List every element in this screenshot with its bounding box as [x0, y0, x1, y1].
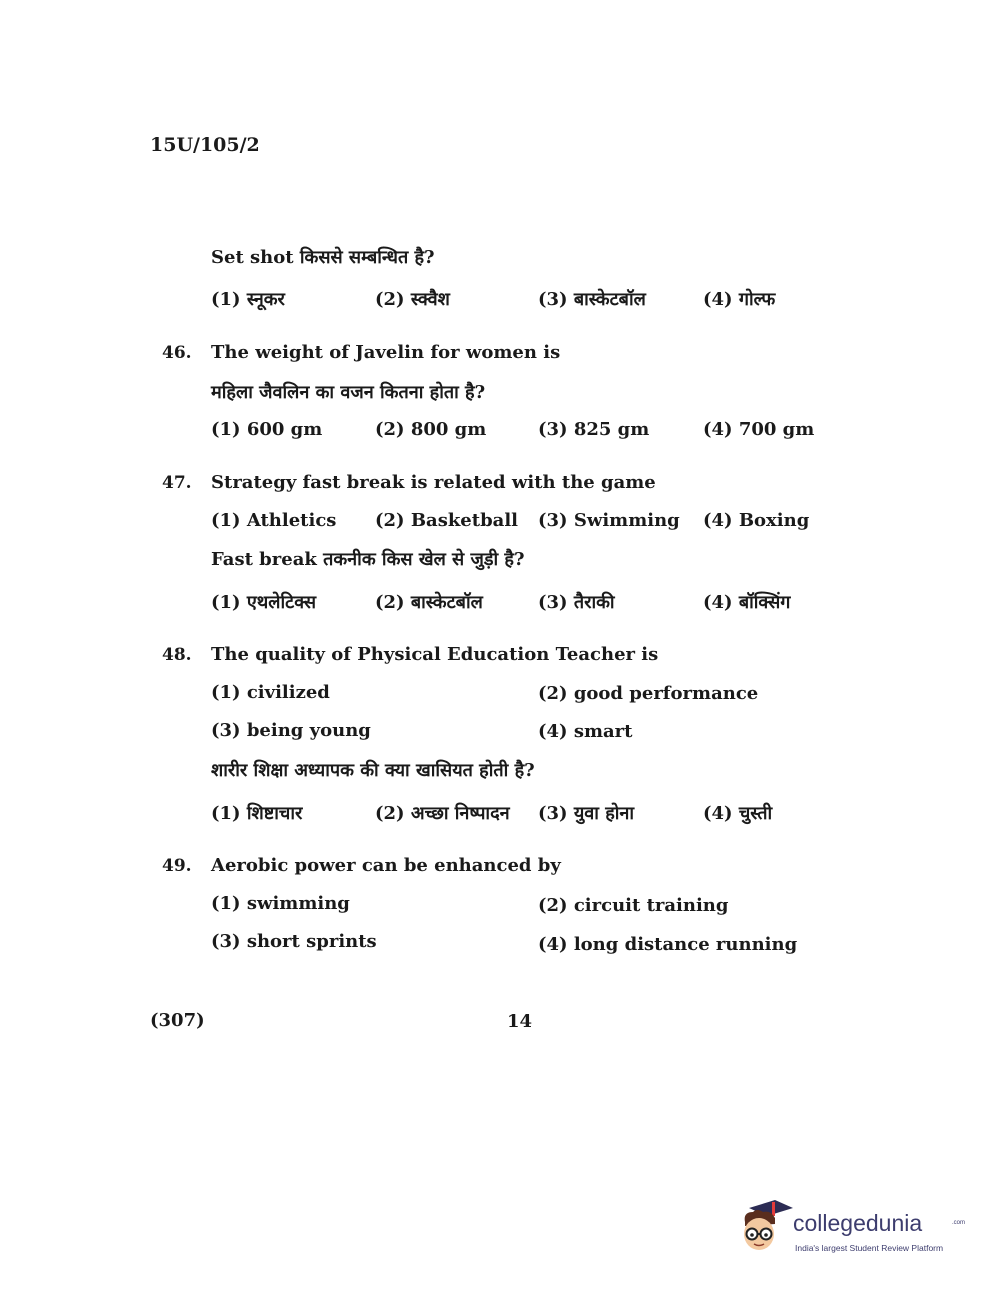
q45-option-1: (1) स्नूकर [211, 289, 285, 310]
q46-stem-english: The weight of Javelin for women is [211, 342, 561, 363]
q48-option-4-english: (4) smart [538, 721, 633, 742]
q48-stem-english: The quality of Physical Education Teacher is [211, 644, 659, 665]
q48-option-1-hindi: (1) शिष्टाचार [211, 803, 303, 824]
q45-option-4: (4) गोल्फ [703, 289, 776, 310]
q47-option-3-hindi: (3) तैराकी [538, 592, 615, 613]
logo-tagline: India's largest Student Review Platform [795, 1243, 944, 1253]
q47-option-4-hindi: (4) बॉक्सिंग [703, 592, 791, 613]
q46-number: 46. [162, 343, 192, 363]
logo-suffix: .com [952, 1220, 966, 1226]
q49-number: 49. [162, 856, 192, 876]
q47-stem-hindi: Fast break तकनीक किस खेल से जुड़ी है? [211, 549, 525, 570]
q49-option-4: (4) long distance running [538, 934, 798, 955]
q48-option-2-english: (2) good performance [538, 683, 759, 704]
q48-option-4-hindi: (4) चुस्ती [703, 803, 773, 824]
q45-option-3: (3) बास्केटबॉल [538, 289, 646, 310]
mascot-icon [735, 1198, 795, 1258]
q48-number: 48. [162, 645, 192, 665]
q47-option-2-hindi: (2) बास्केटबॉल [375, 592, 483, 613]
q47-stem-english: Strategy fast break is related with the game [211, 472, 656, 493]
q47-option-1-english: (1) Athletics [211, 510, 337, 531]
q46-option-2: (2) 800 gm [375, 419, 487, 440]
footer-code: (307) [150, 1010, 205, 1031]
q48-option-3-english: (3) being young [211, 720, 371, 741]
q46-stem-hindi: महिला जैवलिन का वजन कितना होता है? [211, 382, 486, 403]
q48-option-3-hindi: (3) युवा होना [538, 803, 635, 824]
q47-number: 47. [162, 473, 192, 493]
q48-stem-hindi: शारीर शिक्षा अध्यापक की क्या खासियत होती है? [211, 760, 535, 781]
page-number: 14 [507, 1011, 533, 1032]
paper-code: 15U/105/2 [150, 134, 260, 156]
q47-option-1-hindi: (1) एथलेटिक्स [211, 592, 317, 613]
q49-option-1: (1) swimming [211, 893, 350, 914]
q45-stem-hindi: Set shot किससे सम्बन्धित है? [211, 247, 435, 268]
logo-wordmark: collegedunia [793, 1210, 923, 1236]
q49-option-2: (2) circuit training [538, 895, 729, 916]
q48-option-2-hindi: (2) अच्छा निष्पादन [375, 803, 510, 824]
q49-option-3: (3) short sprints [211, 931, 377, 952]
q49-stem-english: Aerobic power can be enhanced by [211, 855, 561, 876]
q46-option-1: (1) 600 gm [211, 419, 323, 440]
q45-option-2: (2) स्क्वैश [375, 289, 450, 310]
q46-option-3: (3) 825 gm [538, 419, 650, 440]
q47-option-2-english: (2) Basketball [375, 510, 518, 531]
q47-option-4-english: (4) Boxing [703, 510, 810, 531]
q47-option-3-english: (3) Swimming [538, 510, 680, 531]
q46-option-4: (4) 700 gm [703, 419, 815, 440]
q48-option-1-english: (1) civilized [211, 682, 330, 703]
